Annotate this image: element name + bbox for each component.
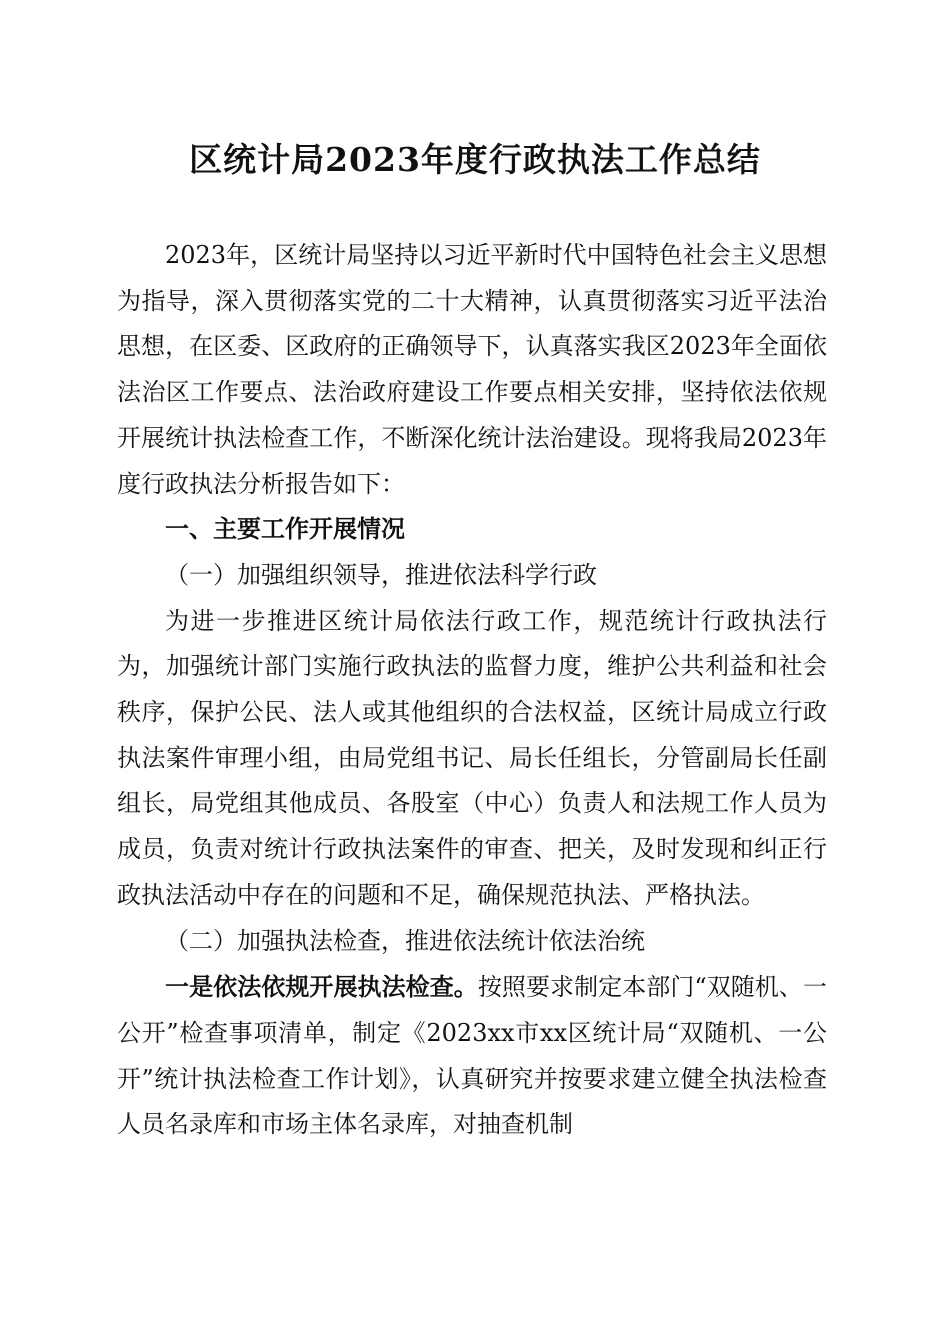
organization-paragraph: 为进一步推进区统计局依法行政工作，规范统计行政执法行为，加强统计部门实施行政执法的监督力度，维护公共利益和社会秩序，保护公民、法人或其他组织的合法权益，区统计局成立行政执法案件审理小组，由局党组书记、局长任组长，分管副局长任副组长，局党组其他成员、各股室（中心）负责人和法规工作人员为成员，负责对统计行政执法案件的审查、把关，及时发现和纠正行政执法活动中存在的问题和不足，确保规范执法、严格执法。 <box>117 606 827 909</box>
enforcement-lead-sentence: 一是依法依规开展执法检查。 <box>165 972 478 1002</box>
enforcement-paragraph-text: 按照要求制定本部门“双随机、一公开”检查事项清单，制定《2023xx市xx区统计局“双随机、一公开”统计执法检查工作计划》，认真研究并按要求建立健全执法检查人员名录库和市场主体名录库，对抽查机制 <box>117 973 827 1139</box>
document-title: 区统计局2023年度行政执法工作总结 <box>189 140 761 179</box>
subsection-heading-organization: （一）加强组织领导，推进依法科学行政 <box>165 560 597 589</box>
enforcement-paragraph <box>117 964 827 1148</box>
document-body <box>117 233 827 1148</box>
subsection-heading-enforcement: （二）加强执法检查，推进依法统计依法治统 <box>165 926 645 955</box>
section-heading-main-work: 一、主要工作开展情况 <box>165 515 405 544</box>
intro-paragraph: 2023年，区统计局坚持以习近平新时代中国特色社会主义思想为指导，深入贯彻落实党的二十大精神，认真贯彻落实习近平法治思想，在区委、区政府的正确领导下，认真落实我区2023年全面依法治区工作要点、法治政府建设工作要点相关安排，坚持依法依规开展统计执法检查工作，不断深化统计法治建设。现将我局2023年度行政执法分析报告如下： <box>117 241 827 498</box>
